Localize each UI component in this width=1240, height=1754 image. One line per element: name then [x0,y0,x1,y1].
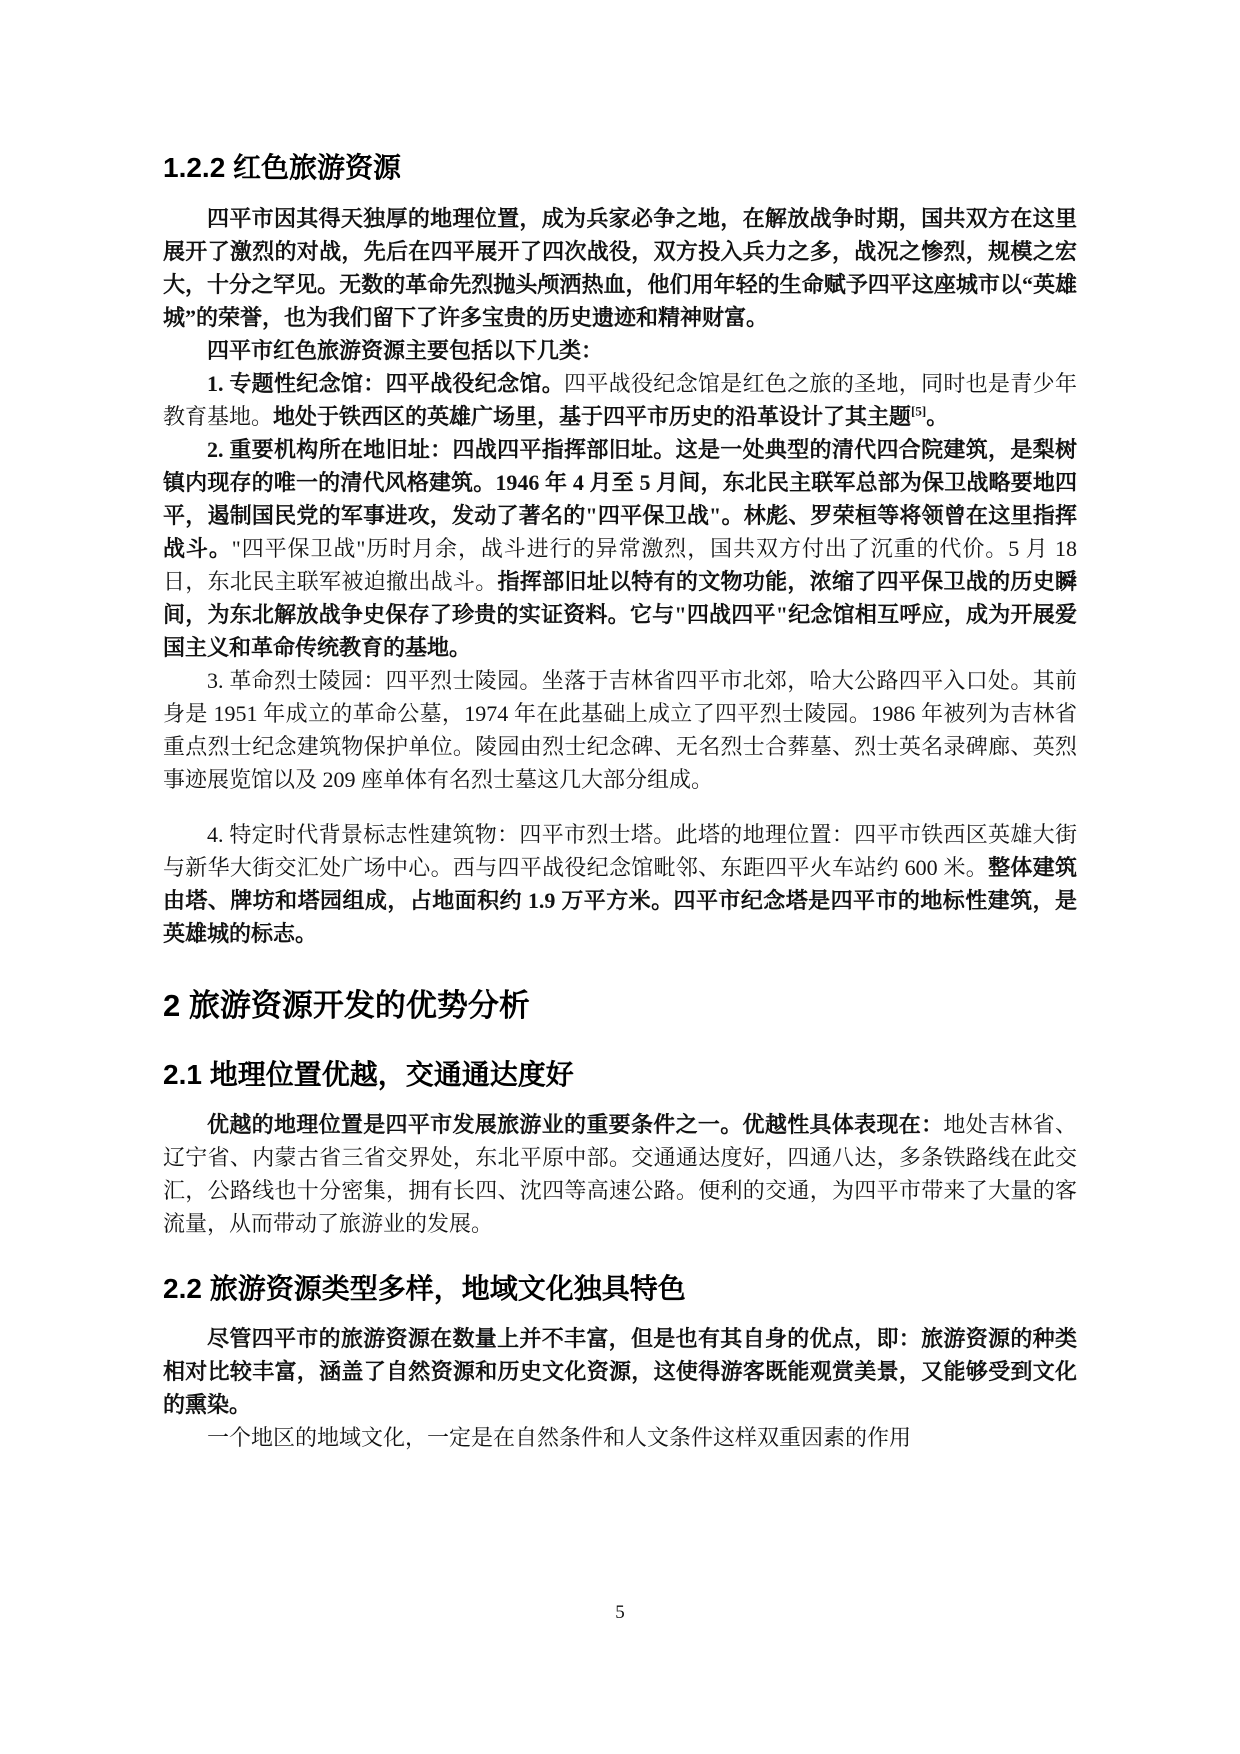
text-run: 地处于铁西区的英雄广场里，基于四平市历史的沿革设计了其主题 [273,404,912,429]
paragraph-item-1-memorial-hall [163,367,1077,433]
text-run: 四平市红色旅游资源主要包括以下几类： [207,338,604,363]
footnote-ref: [5] [911,403,927,419]
text-run: 一个地区的地域文化，一定是在自然条件和人文条件这样双重因素的作用 [207,1425,912,1450]
section-heading-1-2-2: 1.2.2 红色旅游资源 [163,152,402,183]
text-run: 优越的地理位置是四平市发展旅游业的重要条件之一。优越性具体表现在： [207,1112,944,1137]
document-body [163,150,1077,1454]
section-heading-2: 2 旅游资源开发的优势分析 [163,988,530,1023]
paragraph-regional-culture [163,1421,1077,1454]
paragraph-item-3-martyrs-cemetery [163,664,1077,796]
text-run: 指挥部旧址以特有的文物功能，浓缩了四平保卫战的历史瞬间，为东北解放战争史保存了珍贵的实证资料。它与"四战四平"纪念馆相互呼应，成为开展爱国主义和革命传统教育的基地。 [163,569,1077,660]
text-run: 3. 革命烈士陵园：四平烈士陵园。坐落于吉林省四平市北郊，哈大公路四平入口处。其前身是 1951 年成立的革命公墓，1974 年在此基础上成立了四平烈士陵园。1986 年被列为吉林省重点烈士纪念建筑物保护单位。陵园由烈士纪念碑、无名烈士合葬墓、烈士英名录碑廊、英烈事迹展览馆以及 209 座单体有名烈士墓这几大部分组成。 [163,668,1077,792]
text-run: 四平战役纪念馆是红色之旅的圣地，同时也是青少年教育基地。 [163,371,1077,429]
text-run: 。 [926,404,949,429]
page-number: 5 [615,1602,625,1623]
section-heading-2-1: 2.1 地理位置优越，交通通达度好 [163,1059,574,1090]
text-run: 1. 专题性纪念馆：四平战役纪念馆。 [207,371,565,396]
text-run: 4. 特定时代背景标志性建筑物：四平市烈士塔。此塔的地理位置：四平市铁西区英雄大街与新华大街交汇处广场中心。西与四平战役纪念馆毗邻、东距四平火车站约 600 米。 [163,822,1077,880]
section-heading-2-2: 2.2 旅游资源类型多样，地域文化独具特色 [163,1273,686,1304]
paragraph-resource-variety [163,1322,1077,1421]
paragraph-list-lead [163,334,1077,367]
text-run: 地处吉林省、辽宁省、内蒙古省三省交界处，东北平原中部。交通通达度好，四通八达，多条铁路线在此交汇，公路线也十分密集，拥有长四、沈四等高速公路。便利的交通，为四平市带来了大量的客流量，从而带动了旅游业的发展。 [163,1112,1077,1236]
paragraph-location-advantage [163,1108,1077,1240]
text-run: 整体建筑由塔、牌坊和塔园组成，占地面积约 1.9 万平方米。四平市纪念塔是四平市的地标性建筑，是英雄城的标志。 [163,855,1077,946]
paragraph-intro [163,202,1077,334]
text-run: 2. 重要机构所在地旧址：四战四平指挥部旧址。这是一处典型的清代四合院建筑，是梨树镇内现存的唯一的清代风格建筑。1946 年 4 月至 5 月间，东北民主联军总部为保卫战略要地四平，遏制国民党的军事进攻，发动了著名的"四平保卫战"。林彪、罗荣桓等将领曾在这里指挥战斗。 [163,437,1077,561]
paragraph-item-2-headquarters-site [163,433,1077,664]
paragraph-item-4-martyrs-tower [163,818,1077,950]
text-run: "四平保卫战"历时月余，战斗进行的异常激烈，国共双方付出了沉重的代价。5 月 18 日，东北民主联军被迫撤出战斗。 [163,536,1077,594]
text-run: 尽管四平市的旅游资源在数量上并不丰富，但是也有其自身的优点，即：旅游资源的种类相对比较丰富，涵盖了自然资源和历史文化资源，这使得游客既能观赏美景，又能够受到文化的熏染。 [163,1326,1077,1417]
text-run: 四平市因其得天独厚的地理位置，成为兵家必争之地，在解放战争时期，国共双方在这里展开了激烈的对战，先后在四平展开了四次战役，双方投入兵力之多，战况之惨烈，规模之宏大，十分之罕见。无数的革命先烈抛头颅洒热血，他们用年轻的生命赋予四平这座城市以“英雄城”的荣誉，也为我们留下了许多宝贵的历史遗迹和精神财富。 [163,206,1077,330]
